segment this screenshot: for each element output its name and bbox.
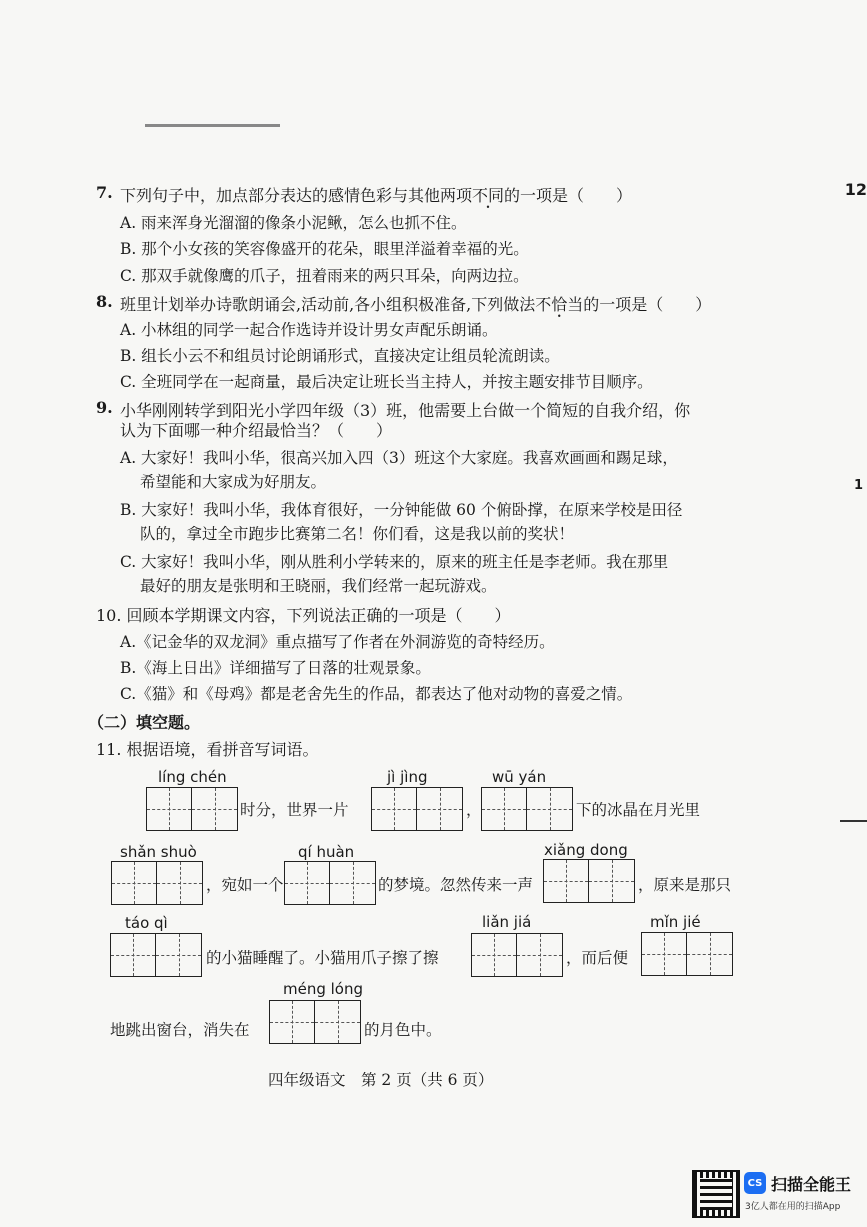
edge-divider xyxy=(840,820,867,822)
answer-box-meng-long[interactable] xyxy=(269,1000,361,1044)
pinyin-qi-huan: qí huàn xyxy=(298,843,355,861)
q7-number: 7. xyxy=(96,183,113,202)
q10-stem: 10. 回顾本学期课文内容，下列说法正确的一项是（ ） xyxy=(96,606,511,625)
pinyin-xiang-dong: xiǎng dong xyxy=(544,841,628,859)
answer-box-xiang-dong[interactable] xyxy=(543,859,635,903)
brand-name: 扫描全能王 xyxy=(771,1175,852,1194)
pinyin-ling-chen: líng chén xyxy=(158,768,227,786)
passage-text-8: ，而后便 xyxy=(566,949,629,967)
passage-text-4: ，宛如一个 xyxy=(206,876,284,894)
scan-smudge xyxy=(145,124,280,127)
q10-option-b: B.《海上日出》详细描写了日落的壮观景象。 xyxy=(120,659,431,677)
page-footer: 四年级语文 第 2 页（共 6 页） xyxy=(268,1071,494,1089)
pinyin-tao-qi: táo qì xyxy=(125,914,168,932)
q9-option-b-2: 队的，拿过全市跑步比赛第二名！你们看，这是我以前的奖状！ xyxy=(140,525,575,543)
pinyin-meng-long: méng lóng xyxy=(283,980,364,998)
pinyin-wu-yan: wū yán xyxy=(492,768,547,786)
passage-text-10: 的月色中。 xyxy=(364,1021,442,1039)
answer-box-lian-jia[interactable] xyxy=(471,933,563,977)
cs-logo-icon: CS xyxy=(744,1172,766,1194)
edge-number: 12 xyxy=(844,180,867,199)
answer-box-min-jie[interactable] xyxy=(641,932,733,976)
q7-option-a: A. 雨来浑身光溜溜的像条小泥鳅，怎么也抓不住。 xyxy=(120,214,467,232)
passage-text-5: 的梦境。忽然传来一声 xyxy=(378,876,534,894)
answer-box-ling-chen[interactable] xyxy=(146,787,238,831)
q8-emphasis: 不恰当 xyxy=(535,295,584,314)
q7-option-c: C. 那双手就像鹰的爪子，扭着雨来的两只耳朵，向两边拉。 xyxy=(120,267,529,285)
q7-option-b: B. 那个小女孩的笑容像盛开的花朵，眼里洋溢着幸福的光。 xyxy=(120,240,529,258)
q9-stem-1: 小华刚刚转学到阳光小学四年级（3）班，他需要上台做一个简短的自我介绍，你 xyxy=(120,401,691,420)
passage-text-6: ，原来是那只 xyxy=(638,876,732,894)
passage-text-1: 时分，世界一片 xyxy=(240,801,349,819)
answer-box-ji-jing[interactable] xyxy=(371,787,463,831)
qr-code-icon xyxy=(692,1170,740,1218)
q10-option-c: C.《猫》和《母鸡》都是老舍先生的作品，都表达了他对动物的喜爱之情。 xyxy=(120,685,633,703)
q9-stem-2: 认为下面哪一种介绍最恰当？（ ） xyxy=(120,421,393,440)
pinyin-ji-jing: jì jìng xyxy=(387,768,428,786)
q9-option-c-2: 最好的朋友是张明和王晓丽，我们经常一起玩游戏。 xyxy=(140,577,497,595)
q9-option-a-2: 希望能和大家成为好朋友。 xyxy=(140,473,327,491)
q8-option-b: B. 组长小云不和组员讨论朗诵形式，直接决定让组员轮流朗读。 xyxy=(120,347,560,365)
passage-text-9: 地跳出窗台，消失在 xyxy=(110,1021,250,1039)
answer-box-qi-huan[interactable] xyxy=(284,861,376,905)
q8-stem: 班里计划举办诗歌朗诵会,活动前,各小组积极准备,下列做法不恰当的一项是（ ） xyxy=(120,295,712,314)
q9-option-b-1: B. 大家好！我叫小华，我体育很好，一分钟能做 60 个俯卧撑，在原来学校是田径 xyxy=(120,501,683,519)
q8-option-c: C. 全班同学在一起商量，最后决定让班长当主持人，并按主题安排节目顺序。 xyxy=(120,373,653,391)
pinyin-min-jie: mǐn jié xyxy=(650,913,701,931)
answer-box-tao-qi[interactable] xyxy=(110,933,202,977)
q9-number: 9. xyxy=(96,398,113,417)
q8-option-a: A. 小林组的同学一起合作选诗并设计男女声配乐朗诵。 xyxy=(120,321,498,339)
passage-text-7: 的小猫睡醒了。小猫用爪子擦了擦 xyxy=(206,949,439,967)
passage-text-2: ， xyxy=(466,801,482,819)
brand-tagline: 3亿人都在用的扫描App xyxy=(745,1202,841,1212)
answer-box-wu-yan[interactable] xyxy=(481,787,573,831)
passage-text-3: 下的冰晶在月光里 xyxy=(576,801,701,819)
pinyin-shan-shuo: shǎn shuò xyxy=(120,843,197,861)
q8-number: 8. xyxy=(96,292,113,311)
q7-emphasis: 不同 xyxy=(472,186,505,205)
edge-mark: 1 xyxy=(853,478,863,493)
q9-option-a-1: A. 大家好！我叫小华，很高兴加入四（3）班这个大家庭。我喜欢画画和踢足球， xyxy=(120,449,678,467)
q9-option-c-1: C. 大家好！我叫小华，刚从胜利小学转来的，原来的班主任是李老师。我在那里 xyxy=(120,553,669,571)
q11-stem: 11. 根据语境，看拼音写词语。 xyxy=(96,740,319,759)
answer-box-shan-shuo[interactable] xyxy=(111,861,203,905)
q7-stem: 下列句子中，加点部分表达的感情色彩与其他两项不同的一项是（ ） xyxy=(120,186,633,205)
pinyin-lian-jia: liǎn jiá xyxy=(482,913,532,931)
section-fill-blank-title: （二）填空题。 xyxy=(88,713,201,732)
q10-option-a: A.《记金华的双龙洞》重点描写了作者在外洞游览的奇特经历。 xyxy=(120,633,555,651)
